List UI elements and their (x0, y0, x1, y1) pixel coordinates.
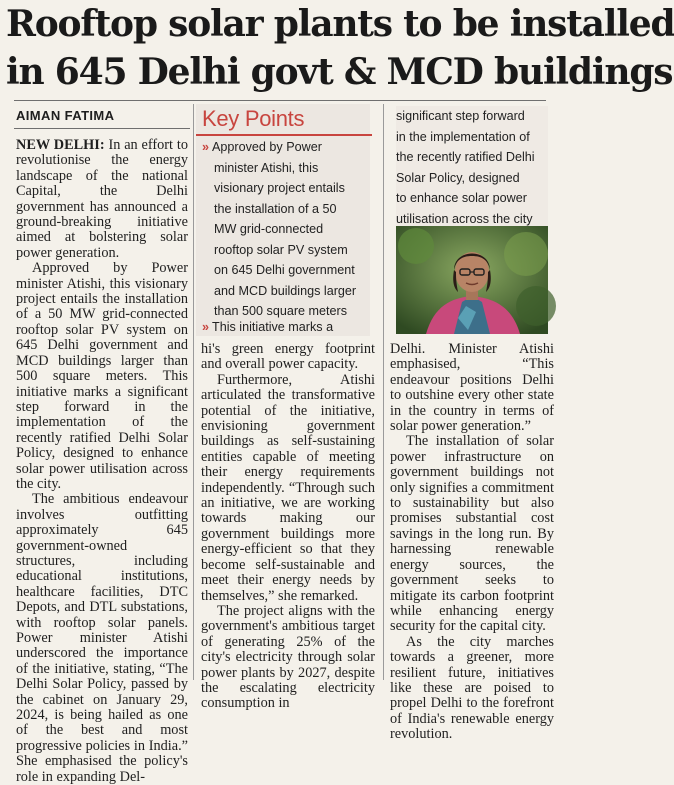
key-points-title: Key Points (202, 106, 305, 131)
column-divider (193, 104, 194, 680)
paragraph: The ambitious endeavour involves outfitting approximately 645 government-owned structures, including educational institutions, healthcare facilities, DTC Depots, and DTL substations, with rooftop solar panels. Power minister Atishi underscored the importance of the initiative, stating, “The Delhi Solar Policy, passed by the cabinet on January 29, 2024, is being hailed as one of the best and most progressive policies in India.” She emphasised the policy's role in expanding Del- (16, 491, 188, 785)
column-divider (383, 104, 384, 680)
article-column-1 (16, 138, 188, 785)
key-point-line: and MCD buildings larger (214, 283, 357, 298)
key-point-line: Solar Policy, designed (396, 170, 520, 185)
headline-rule (14, 100, 546, 101)
headline (6, 0, 674, 96)
key-point-line: utilisation across the city (396, 211, 533, 226)
minister-photo (396, 226, 548, 334)
key-point-line: visionary project entails (214, 181, 345, 195)
key-point-line: minister Atishi, this (214, 160, 319, 175)
key-point-line: significant step forward (396, 109, 525, 123)
paragraph: As the city marches towards a greener, more resilient future, initiatives like these are poised to propel Delhi to the forefront of India's renewable energy revolution. (390, 633, 554, 743)
dateline: NEW DELHI: (16, 137, 105, 153)
key-points-box (196, 104, 370, 336)
key-point-line: the recently ratified Delhi (396, 150, 535, 164)
byline-rule (14, 128, 190, 129)
lead-paragraph (16, 138, 188, 261)
bullet-arrow-icon: » (202, 140, 210, 154)
headline-line-2: in 645 Delhi govt & MCD buildings (6, 51, 673, 93)
bullet-arrow-icon: » (202, 320, 210, 334)
key-point-line: rooftop solar PV system (214, 242, 348, 257)
paragraph: Approved by Power minister Atishi, this visionary project entails the installation of a 50 MW grid-connected rooftop solar PV system on 645 Delhi government and MCD buildings larger than 500 square meters. This initiative marks a significant step forward in the implementation of the recently ratified Delhi Solar Policy, designed to enhance solar power utilisation across the city. (16, 260, 188, 492)
key-point-line: in the implementation of (396, 129, 530, 144)
key-point-line: on 645 Delhi government (214, 263, 355, 277)
key-point-2 (202, 317, 368, 338)
key-point-line: to enhance solar power (396, 191, 527, 205)
lead-text: In an effort to revolutionise the energy landscape of the national Capital, the Delhi government has announced a ground-breaking initiative aimed at bolstering solar power generation. (16, 137, 188, 261)
key-point-line: MW grid-connected (214, 222, 324, 236)
key-point-line: » This initiative marks a (202, 320, 334, 334)
article-column-3 (390, 342, 554, 743)
paragraph: Delhi. Minister Atishi emphasised, “This endeavour positions Delhi to outshine every other state in the country in terms of solar power generation.” (390, 341, 554, 435)
paragraph: Furthermore, Atishi articulated the transformative potential of the initiative, envisioning government buildings as self-sustaining entities capable of meeting their energy requirements independently. “Through such an initiative, we are working towards making our government buildings more energy-efficient so that they become self-sustainable and meet their energy needs by themselves,” she remarked. (201, 371, 375, 604)
key-point-line: the installation of a 50 (214, 201, 337, 216)
key-points-continued (396, 106, 548, 229)
article-column-2 (201, 342, 375, 712)
byline: AIMAN FATIMA (16, 108, 115, 123)
paragraph: hi's green energy footprint and overall power capacity. (201, 341, 375, 373)
paragraph: The installation of solar power infrastructure on government buildings not only signifies a commitment to sustainability but also promises substantial cost savings in the long run. By harnessing renewable energy sources, the government seeks to mitigate its carbon footprint while enhancing energy security for the capital city. (390, 433, 554, 635)
key-point-1 (202, 137, 368, 322)
key-point-line: » Approved by Power (202, 140, 322, 154)
key-point-line: than 500 square meters (214, 304, 348, 318)
headline-line-1: Rooftop solar plants to be installed (6, 3, 674, 45)
paragraph: The project aligns with the government's ambitious target of generating 25% of the city's electricity through solar power plants by 2027, despite the escalating electricity consumption in (201, 602, 375, 712)
key-points-rule (196, 134, 372, 136)
